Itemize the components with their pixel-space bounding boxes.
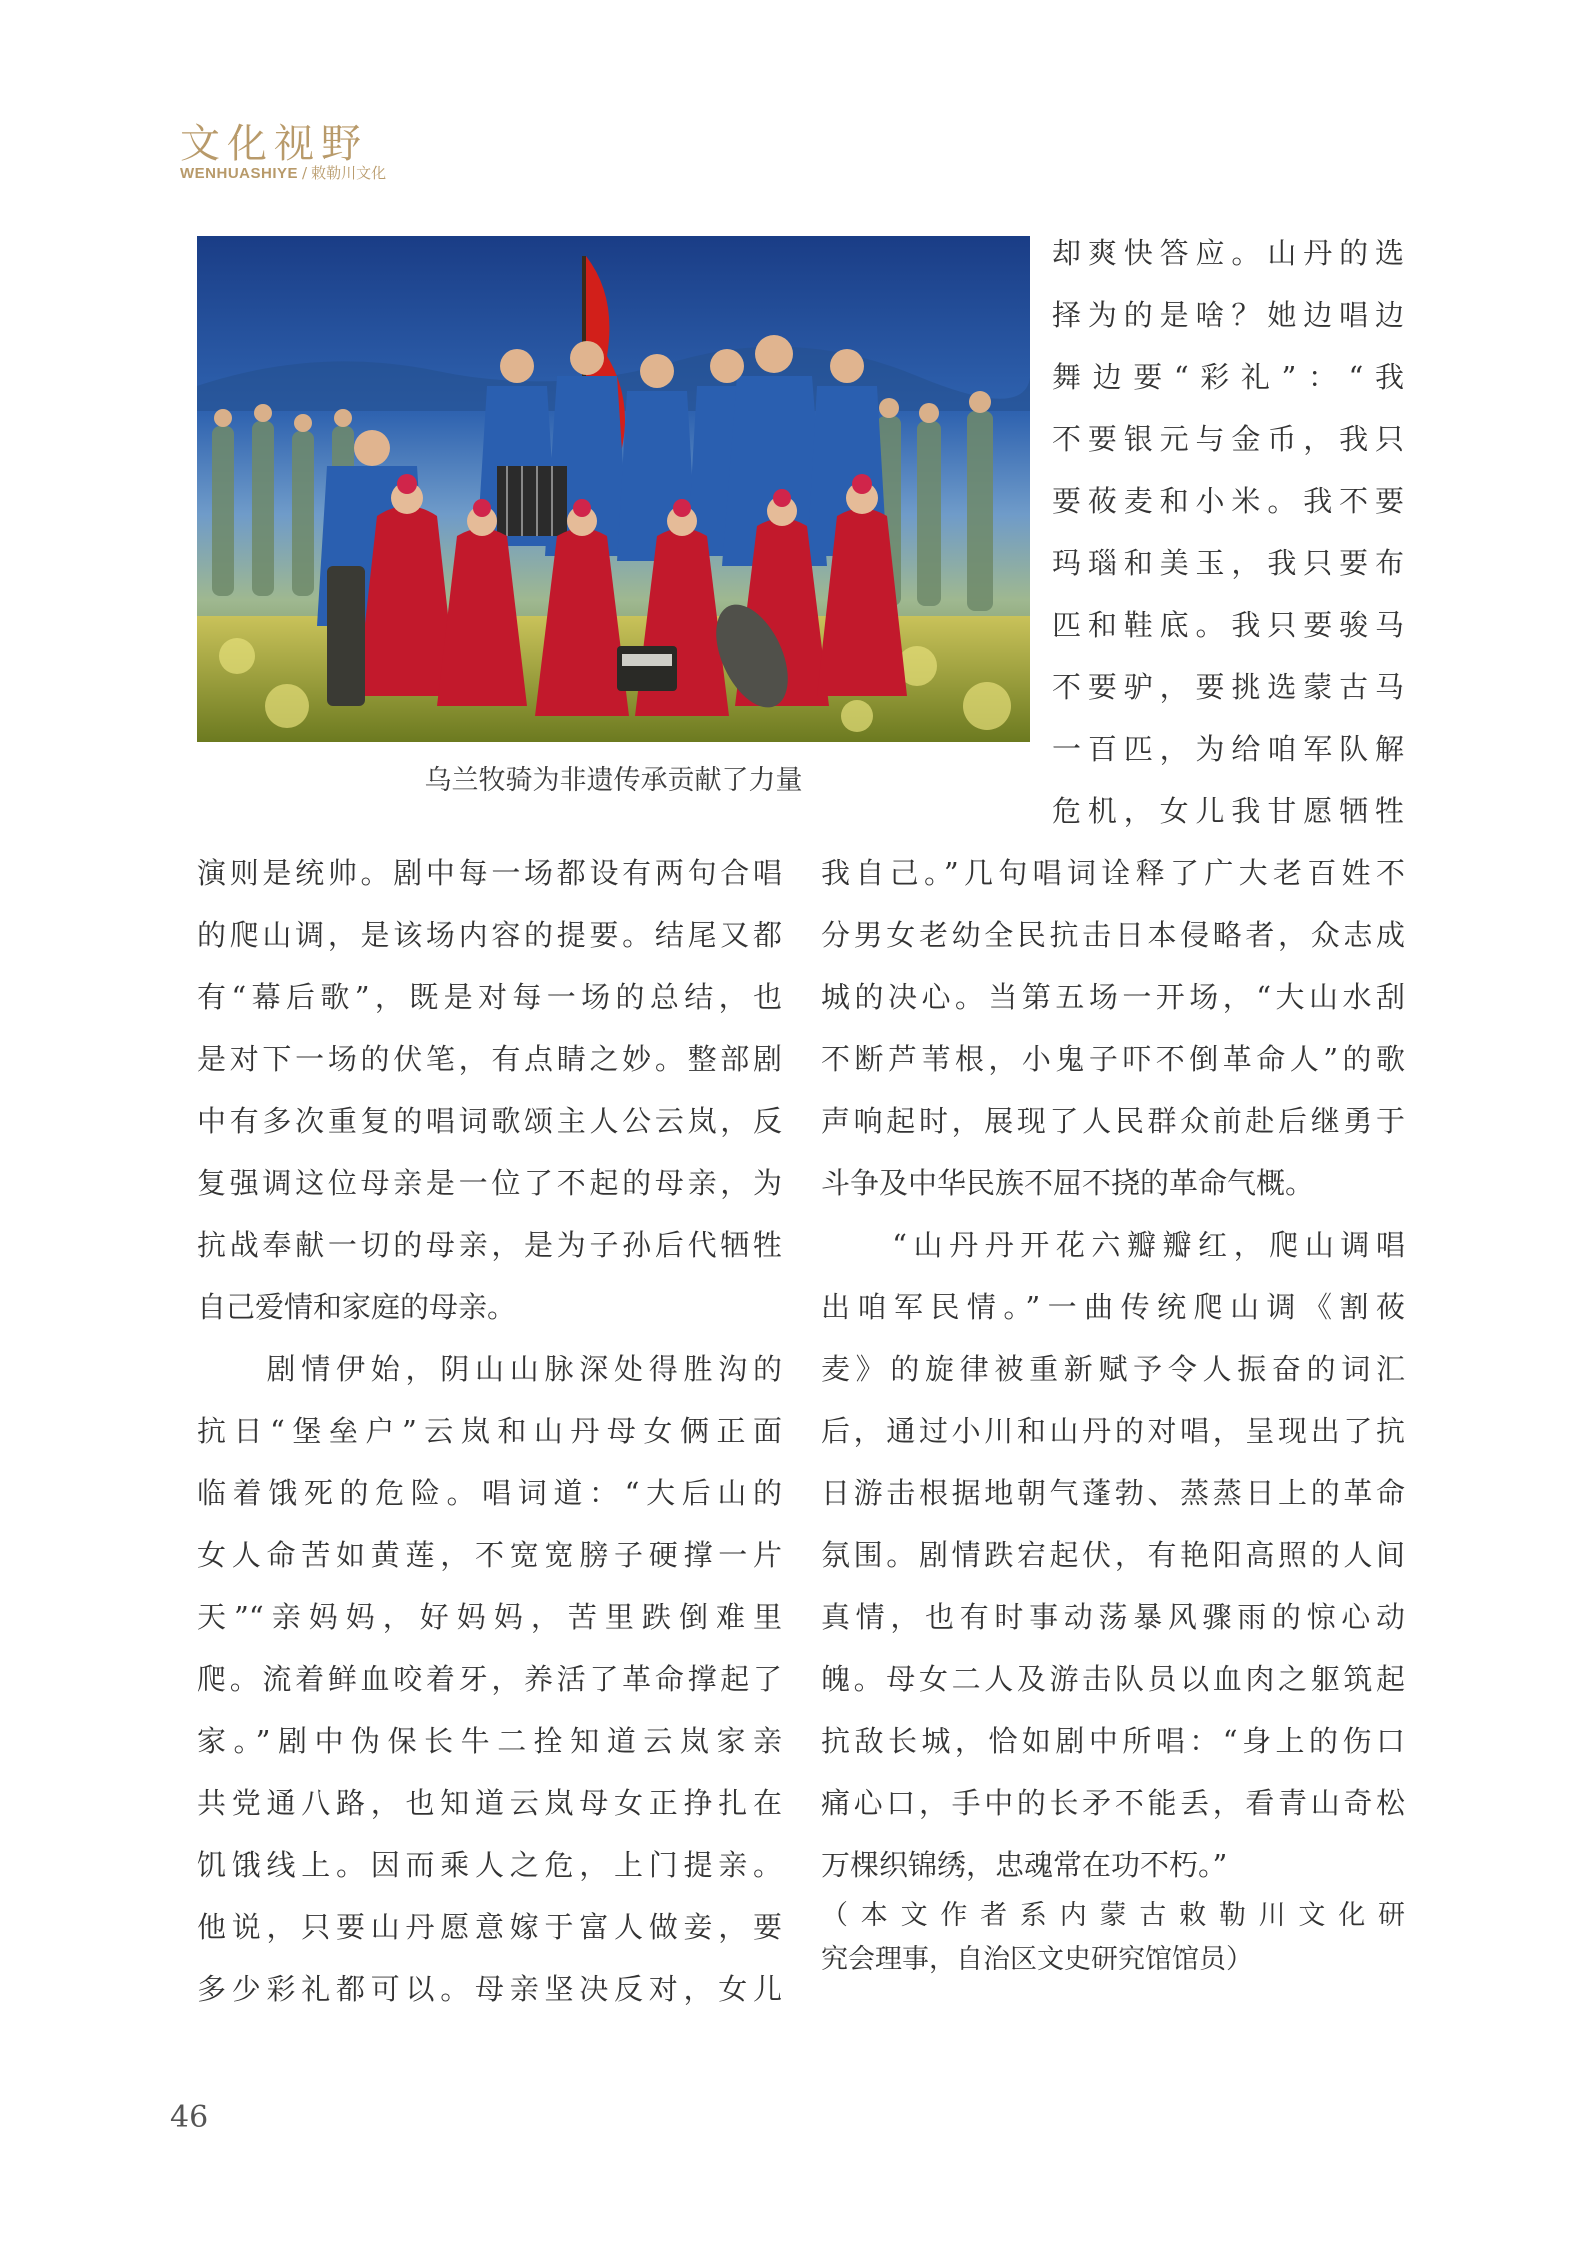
text-line: 不断芦苇根，小鬼子吓不倒革命人”的歌 [821,1042,1405,1076]
text-line: 不要银元与金币，我只 [1052,422,1404,456]
text-line: 天”“亲妈妈，好妈妈，苦里跌倒难里 [197,1600,782,1634]
text-line: 要莜麦和小米。我不要 [1052,484,1404,518]
text-line: “山丹丹开花六瓣瓣红，爬山调唱 [821,1228,1405,1262]
subtitle-separator: / [302,164,308,182]
author-note-line: （本文作者系内蒙古敕勒川文化研 [821,1900,1405,1931]
text-line: 演则是统帅。剧中每一场都设有两句合唱 [197,856,782,890]
column-top-right [1052,222,1404,842]
section-subtitle [180,162,386,183]
text-line: 痛心口，手中的长矛不能丢，看青山奇松 [821,1786,1405,1820]
text-line: 真情，也有时事动荡暴风骤雨的惊心动 [821,1600,1405,1634]
text-line: 家。”剧中伪保长牛二拴知道云岚家亲 [197,1724,782,1758]
text-line: 抗日“堡垒户”云岚和山丹母女俩正面 [197,1414,782,1448]
column-right [821,842,1405,1896]
text-line: 万棵织锦绣，忠魂常在功不朽。” [821,1848,1228,1882]
text-line: 的爬山调，是该场内容的提要。结尾又都 [197,918,782,952]
text-line: 魄。母女二人及游击队员以血肉之躯筑起 [821,1662,1405,1696]
author-note [821,1894,1405,1982]
text-line: 女人命苦如黄莲，不宽宽膀子硬撑一片 [197,1538,782,1572]
text-line: 匹和鞋底。我只要骏马 [1052,608,1404,642]
text-line: 临着饿死的危险。唱词道：“大后山的 [197,1476,782,1510]
column-left [197,842,782,2020]
stage-performance-illustration [197,236,1030,742]
text-line: 玛瑙和美玉，我只要布 [1052,546,1404,580]
photo-caption: 乌兰牧骑为非遗传承贡献了力量 [424,765,803,796]
text-line: 危机，女儿我甘愿牺牲 [1052,794,1404,828]
text-line: 择为的是啥？她边唱边 [1052,298,1404,332]
text-line: 抗战奉献一切的母亲，是为子孙后代牺牲 [197,1228,782,1262]
text-line: 分男女老幼全民抗击日本侵略者，众志成 [821,918,1405,952]
text-line: 斗争及中华民族不屈不挠的革命气概。 [821,1166,1315,1200]
text-line: 中有多次重复的唱词歌颂主人公云岚，反 [197,1104,782,1138]
text-line: 一百匹，为给咱军队解 [1052,732,1404,766]
text-line: 多少彩礼都可以。母亲坚决反对，女儿 [197,1972,782,2006]
text-line: 他说，只要山丹愿意嫁于富人做妾，要 [197,1910,782,1944]
text-line: 我自己。”几句唱词诠释了广大老百姓不 [821,856,1405,890]
text-line: 自己爱情和家庭的母亲。 [197,1290,517,1324]
text-line: 舞边要“彩礼”：“我 [1052,360,1404,394]
author-note-line: 究会理事，自治区文史研究馆馆员） [821,1944,1253,1975]
text-line: 有“幕后歌”，既是对每一场的总结，也 [197,980,782,1014]
page-number: 46 [170,2100,209,2135]
text-line: 氛围。剧情跌宕起伏，有艳阳高照的人间 [821,1538,1405,1572]
text-line: 剧情伊始，阴山山脉深处得胜沟的 [197,1352,782,1386]
text-line: 是对下一场的伏笔，有点睛之妙。整部剧 [197,1042,782,1076]
text-line: 共党通八路，也知道云岚母女正挣扎在 [197,1786,782,1820]
text-line: 饥饿线上。因而乘人之危，上门提亲。 [197,1848,782,1882]
text-line: 麦》的旋律被重新赋予令人振奋的词汇 [821,1352,1405,1386]
section-subtitle-en: WENHUASHIYE [180,165,299,182]
text-line: 爬。流着鲜血咬着牙，养活了革命撑起了 [197,1662,782,1696]
text-line: 后，通过小川和山丹的对唱，呈现出了抗 [821,1414,1405,1448]
text-line: 日游击根据地朝气蓬勃、蒸蒸日上的革命 [821,1476,1405,1510]
text-line: 复强调这位母亲是一位了不起的母亲，为 [197,1166,782,1200]
text-line: 抗敌长城，恰如剧中所唱：“身上的伤口 [821,1724,1405,1758]
text-line: 不要驴，要挑选蒙古马 [1052,670,1404,704]
text-line: 出咱军民情。”一曲传统爬山调《割莜 [821,1290,1405,1324]
text-line: 城的决心。当第五场一开场，“大山水刮 [821,980,1405,1014]
text-line: 声响起时，展现了人民群众前赴后继勇于 [821,1104,1405,1138]
text-line: 却爽快答应。山丹的选 [1052,236,1404,270]
section-title: 文化视野 [180,121,368,167]
stage-performance-photo [197,236,1030,742]
section-subtitle-cn: 敕勒川文化 [311,164,387,182]
